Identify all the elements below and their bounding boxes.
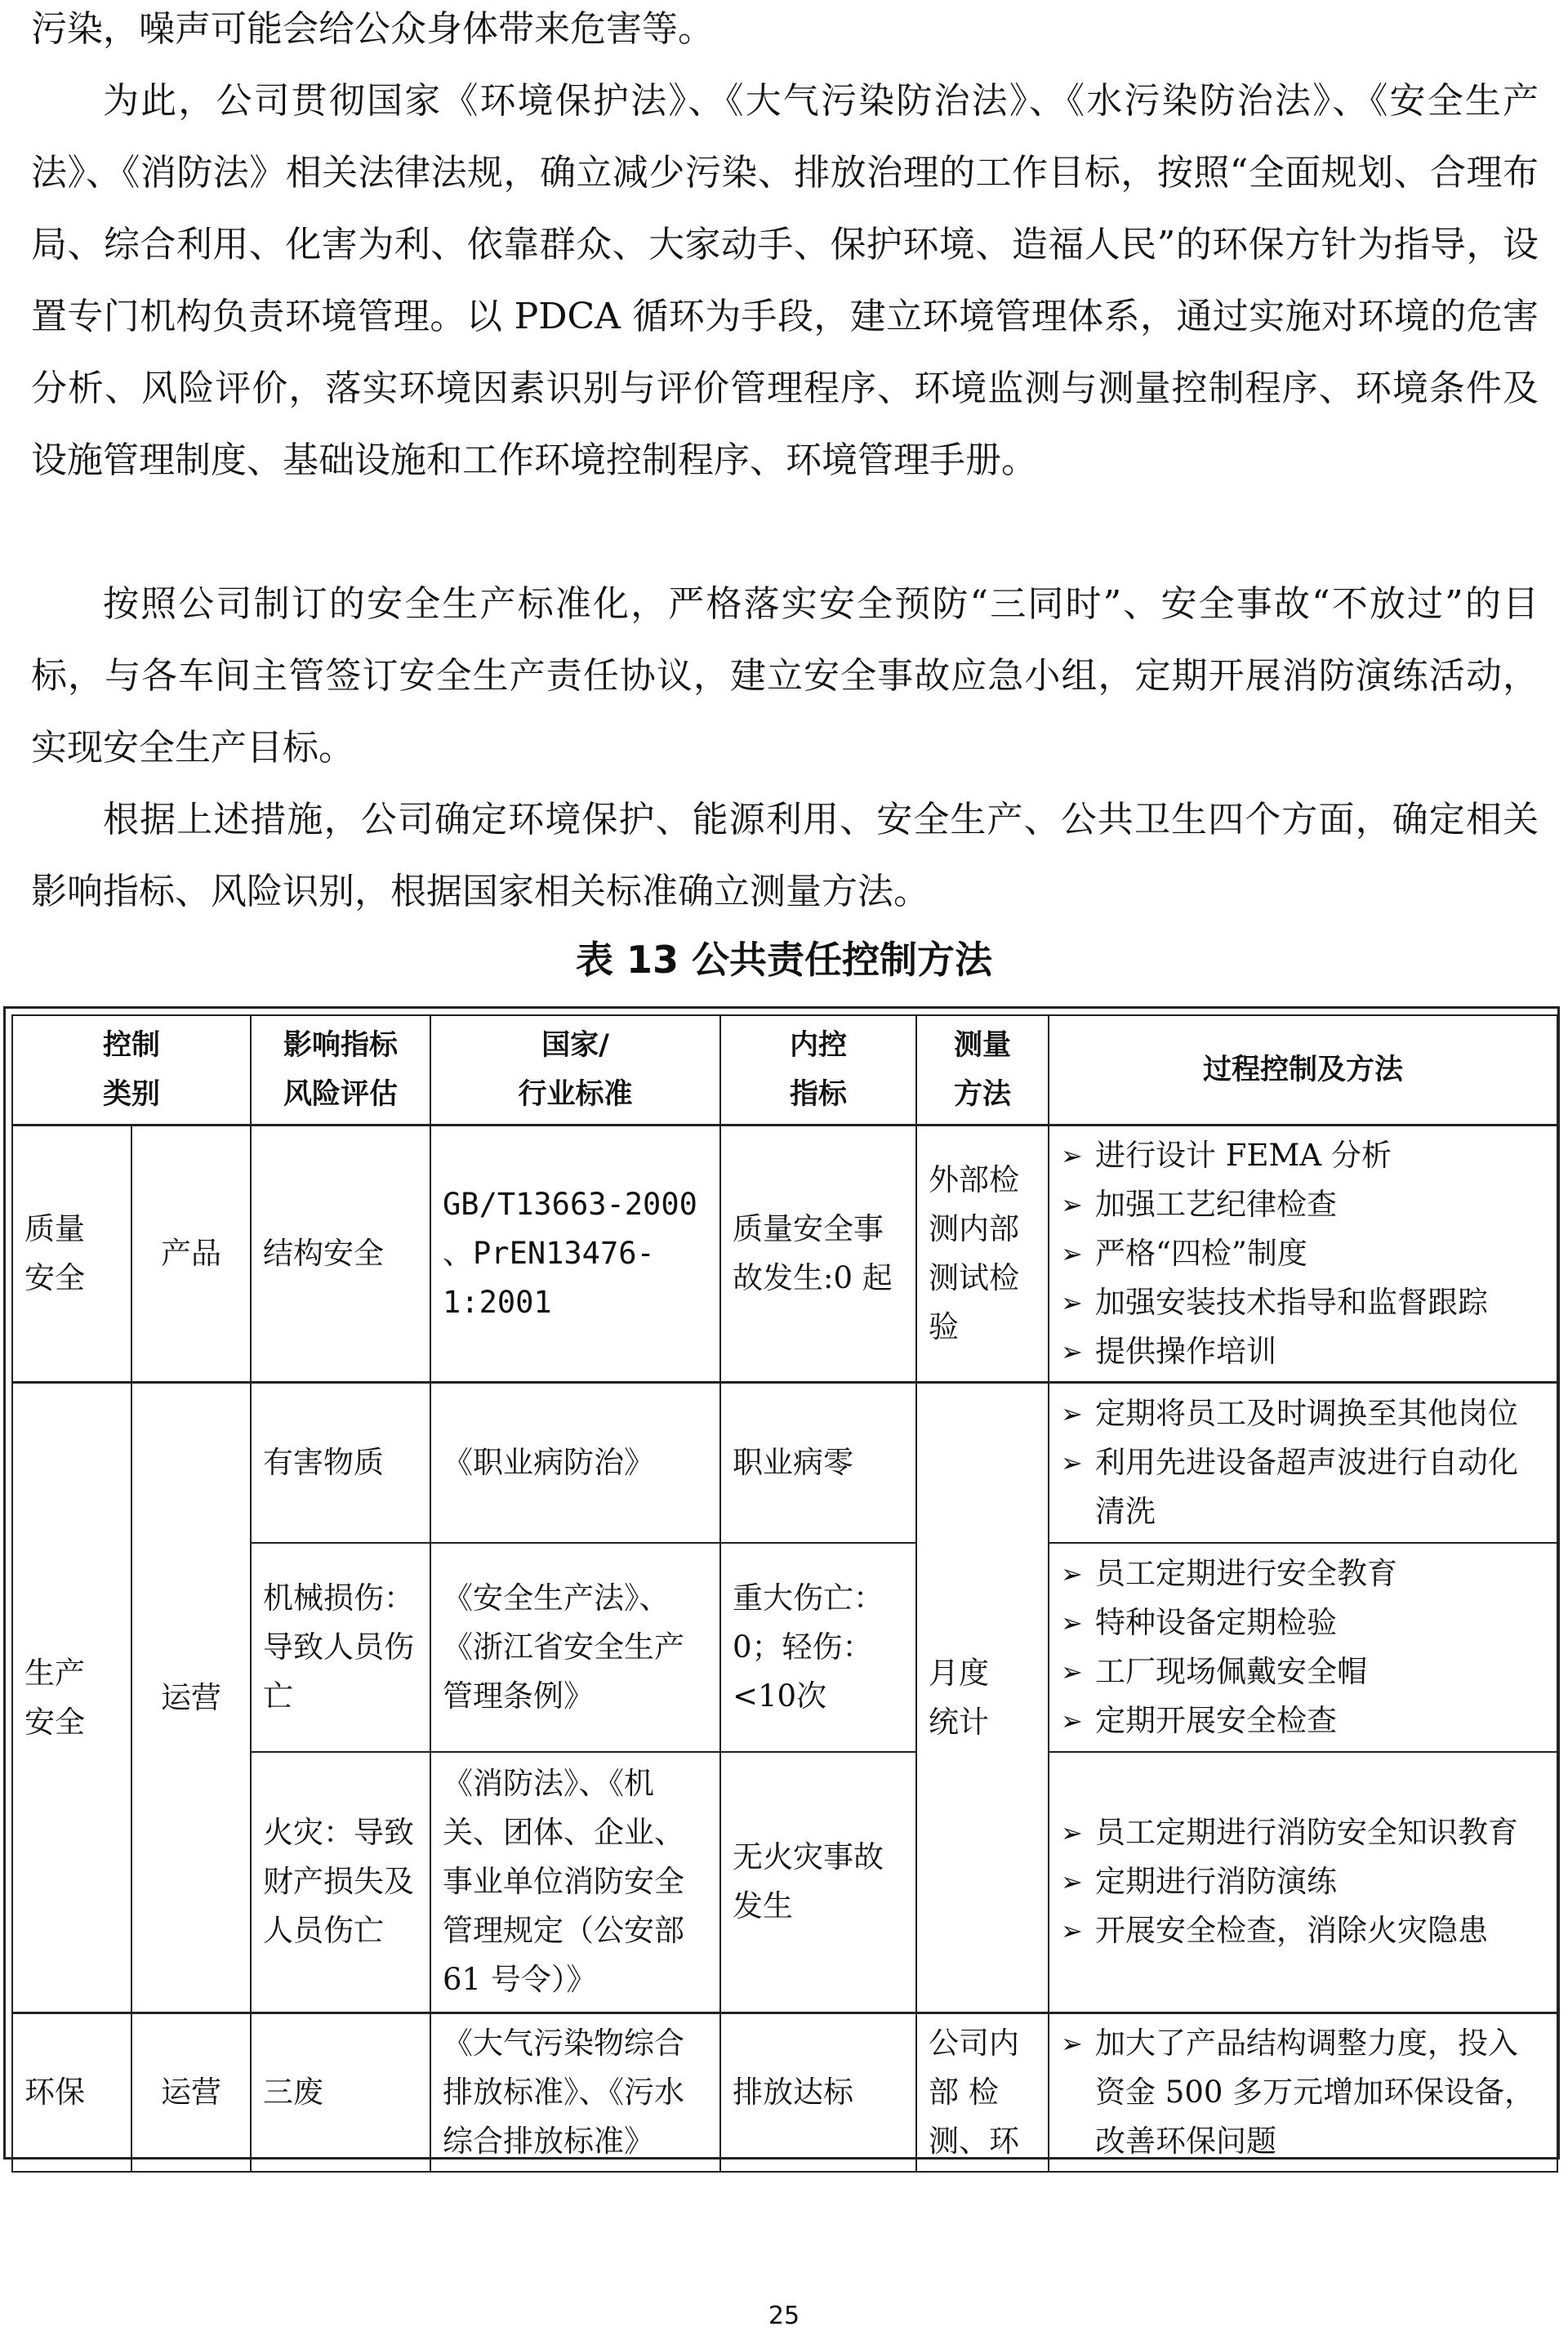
- internal-cell: 无火灾事故发生: [720, 1752, 916, 2013]
- process-item: ➢ 加强工艺纪律检查: [1061, 1180, 1545, 1229]
- paragraph: 根据上述措施，公司确定环境保护、能源利用、安全生产、公共卫生四个方面，确定相关影响指标、风险识别，根据国家相关标准确立测量方法。: [31, 799, 1539, 912]
- process-item: ➢ 加强安装技术指导和监督跟踪: [1061, 1278, 1545, 1327]
- process-item: ➢ 提供操作培训: [1061, 1327, 1545, 1376]
- header-line: 控制: [103, 1029, 161, 1062]
- process-item: ➢ 开展安全检查，消除火灾隐患: [1061, 1906, 1545, 1955]
- category-line: 环保: [24, 2075, 85, 2110]
- process-item: ➢ 严格“四检”制度: [1061, 1229, 1545, 1278]
- table-caption: 表 13 公共责任控制方法: [575, 938, 993, 982]
- process-item: ➢ 特种设备定期检验: [1061, 1598, 1545, 1647]
- process-item: ➢ 利用先进设备超声波进行自动化清洗: [1061, 1438, 1545, 1536]
- measure-line: 月度: [929, 1655, 990, 1691]
- standard-cell: 《消防法》、《机关、团体、企业、事业单位消防安全管理规定（公安部 61 号令）》: [430, 1752, 720, 2013]
- process-item: ➢ 进行设计 FEMA 分析: [1061, 1131, 1545, 1180]
- measure-cell: [916, 1383, 1049, 2013]
- process-item: ➢ 定期进行消防演练: [1061, 1857, 1545, 1906]
- header-line: 行业标准: [518, 1078, 633, 1111]
- measure-line: 统计: [929, 1704, 990, 1740]
- paragraph: 按照公司制订的安全生产标准化，严格落实安全预防“三同时”、安全事故“不放过”的目标，与各车间主管签订安全生产责任协议，建立安全事故应急小组，定期开展消防演练活动，实现安全生产目标。: [31, 583, 1539, 769]
- table-row: [12, 1383, 1557, 1543]
- subcategory-cell: 运营: [131, 2013, 251, 2173]
- paragraph: 污染，噪声可能会给公众身体带来危害等。: [31, 8, 714, 50]
- process-item: ➢ 定期将员工及时调换至其他岗位: [1061, 1389, 1545, 1438]
- header-line: 方法: [954, 1078, 1012, 1111]
- process-list: [1061, 2019, 1545, 2166]
- indicator-cell: 火灾：导致财产损失及人员伤亡: [251, 1752, 430, 2013]
- header-line: 测量: [954, 1029, 1012, 1062]
- process-list: [1061, 1549, 1545, 1745]
- process-cell: [1049, 1543, 1557, 1752]
- responsibility-control-table: [11, 1014, 1558, 2173]
- table-row: [12, 1125, 1557, 1383]
- subcategory-cell: 运营: [131, 1383, 251, 2013]
- header-indicator: [251, 1015, 430, 1125]
- indicator-cell: 有害物质: [251, 1383, 430, 1543]
- process-item: ➢ 员工定期进行安全教育: [1061, 1549, 1545, 1598]
- header-measure: [916, 1015, 1049, 1125]
- table-row: [12, 2013, 1557, 2173]
- process-list: [1061, 1131, 1545, 1376]
- category-line: 质量: [24, 1211, 85, 1246]
- category-line: 安全: [24, 1704, 85, 1740]
- table-header-row: [12, 1015, 1557, 1125]
- header-internal: [720, 1015, 916, 1125]
- standard-cell: 《大气污染物综合排放标准》、《污水综合排放标准》: [430, 2013, 720, 2173]
- process-cell: [1049, 1752, 1557, 2013]
- measure-cell: 外部检测内部测试检验: [916, 1125, 1049, 1383]
- indicator-cell: 结构安全: [251, 1125, 430, 1383]
- internal-cell: 职业病零: [720, 1383, 916, 1543]
- page-number: 25: [768, 2302, 800, 2330]
- indicator-cell: 机械损伤：导致人员伤亡: [251, 1543, 430, 1752]
- process-cell: [1049, 2013, 1557, 2173]
- header-line: 影响指标: [283, 1029, 399, 1062]
- category-cell: [12, 1125, 131, 1383]
- indicator-cell: 三废: [251, 2013, 430, 2173]
- measure-cell: 公司内部 检测、环: [916, 2013, 1049, 2173]
- header-process: 过程控制及方法: [1049, 1015, 1557, 1125]
- category-cell: [12, 2013, 131, 2173]
- process-item: ➢ 员工定期进行消防安全知识教育: [1061, 1808, 1545, 1857]
- header-standard: [430, 1015, 720, 1125]
- process-item: ➢ 工厂现场佩戴安全帽: [1061, 1647, 1545, 1696]
- process-cell: [1049, 1125, 1557, 1383]
- process-item: ➢ 加大了产品结构调整力度，投入资金 500 多万元增加环保设备，改善环保问题: [1061, 2019, 1545, 2166]
- header-line: 内控: [790, 1029, 848, 1062]
- category-line: 生产: [24, 1655, 85, 1691]
- header-line: 风险评估: [283, 1078, 399, 1111]
- header-category: [12, 1015, 251, 1125]
- standard-cell: GB/T13663-2000 、PrEN13476-1:2001: [430, 1125, 720, 1383]
- internal-cell: 重大伤亡：0；轻伤：<10次: [720, 1543, 916, 1752]
- internal-cell: 排放达标: [720, 2013, 916, 2173]
- process-list: [1061, 1808, 1545, 1955]
- process-list: [1061, 1389, 1545, 1536]
- paragraph: 为此，公司贯彻国家《环境保护法》、《大气污染防治法》、《水污染防治法》、《安全生产法》、《消防法》相关法律法规，确立减少污染、排放治理的工作目标，按照“全面规划、合理布局、综合利用、化害为利、依靠群众、大家动手、保护环境、造福人民”的环保方针为指导，设置专门机构负责环境管理。以 PDCA 循环为手段，建立环境管理体系，通过实施对环境的危害分析、风险评价，落实环境因素识别与评价管理程序、环境监测与测量控制程序、环境条件及设施管理制度、基础设施和工作环境控制程序、环境管理手册。: [31, 80, 1539, 481]
- process-cell: [1049, 1383, 1557, 1543]
- standard-cell: 《职业病防治》: [430, 1383, 720, 1543]
- process-item: ➢ 定期开展安全检查: [1061, 1696, 1545, 1745]
- header-line: 国家/: [541, 1029, 609, 1062]
- internal-cell: 质量安全事故发生:0 起: [720, 1125, 916, 1383]
- category-cell: [12, 1383, 131, 2013]
- header-line: 类别: [103, 1078, 161, 1111]
- header-line: 指标: [790, 1078, 848, 1111]
- standard-cell: 《安全生产法》、《浙江省安全生产管理条例》: [430, 1543, 720, 1752]
- category-line: 安全: [24, 1260, 85, 1295]
- subcategory-cell: 产品: [131, 1125, 251, 1383]
